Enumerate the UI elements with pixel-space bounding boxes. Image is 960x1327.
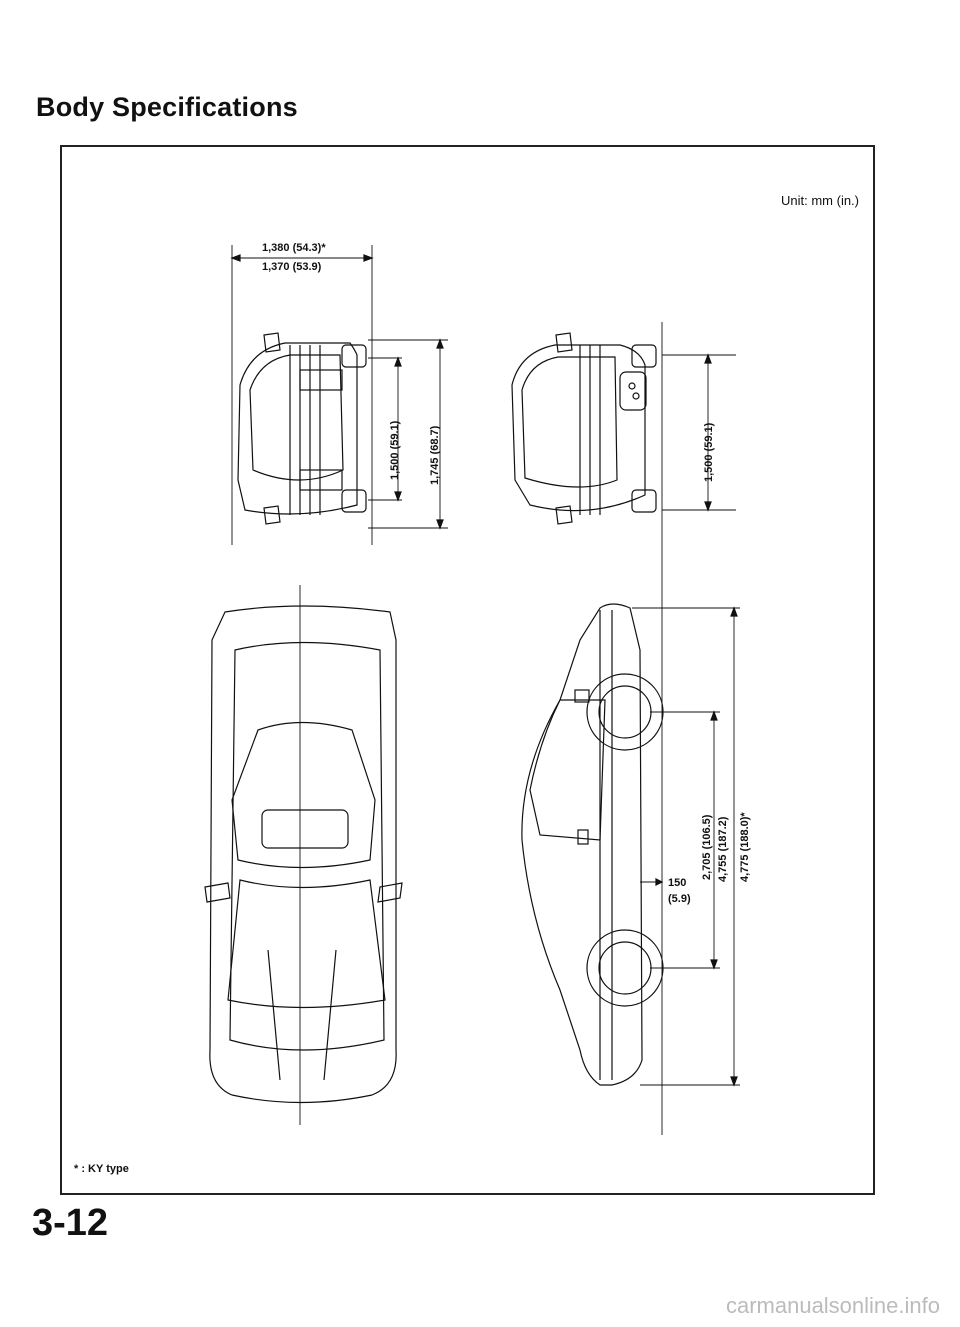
- page-title: Body Specifications: [36, 92, 298, 122]
- overall-length-ky-label: 4,775 (188.0)*: [739, 812, 751, 882]
- watermark: carmanualsonline.info: [725, 1293, 940, 1318]
- ground-clearance-inch-label: (5.9): [668, 893, 691, 905]
- front-view: [232, 245, 448, 545]
- top-view: [205, 585, 402, 1125]
- rear-height-label: 1,500 (59.1): [703, 422, 715, 482]
- front-height-label: 1,500 (59.1): [389, 420, 401, 480]
- front-width-label: 1,370 (53.9): [262, 261, 322, 273]
- ground-clearance-label: 150: [668, 877, 687, 889]
- unit-note: Unit: mm (in.): [781, 193, 859, 208]
- front-width-ky-label: 1,380 (54.3)*: [262, 242, 326, 254]
- footnote: * : KY type: [74, 1163, 129, 1175]
- page-number: 3-12: [32, 1202, 109, 1244]
- wheelbase-label: 2,705 (106.5): [701, 814, 713, 880]
- overall-length-label: 4,755 (187.2): [717, 816, 729, 882]
- front-overall-height-label: 1,745 (68.7): [429, 425, 441, 485]
